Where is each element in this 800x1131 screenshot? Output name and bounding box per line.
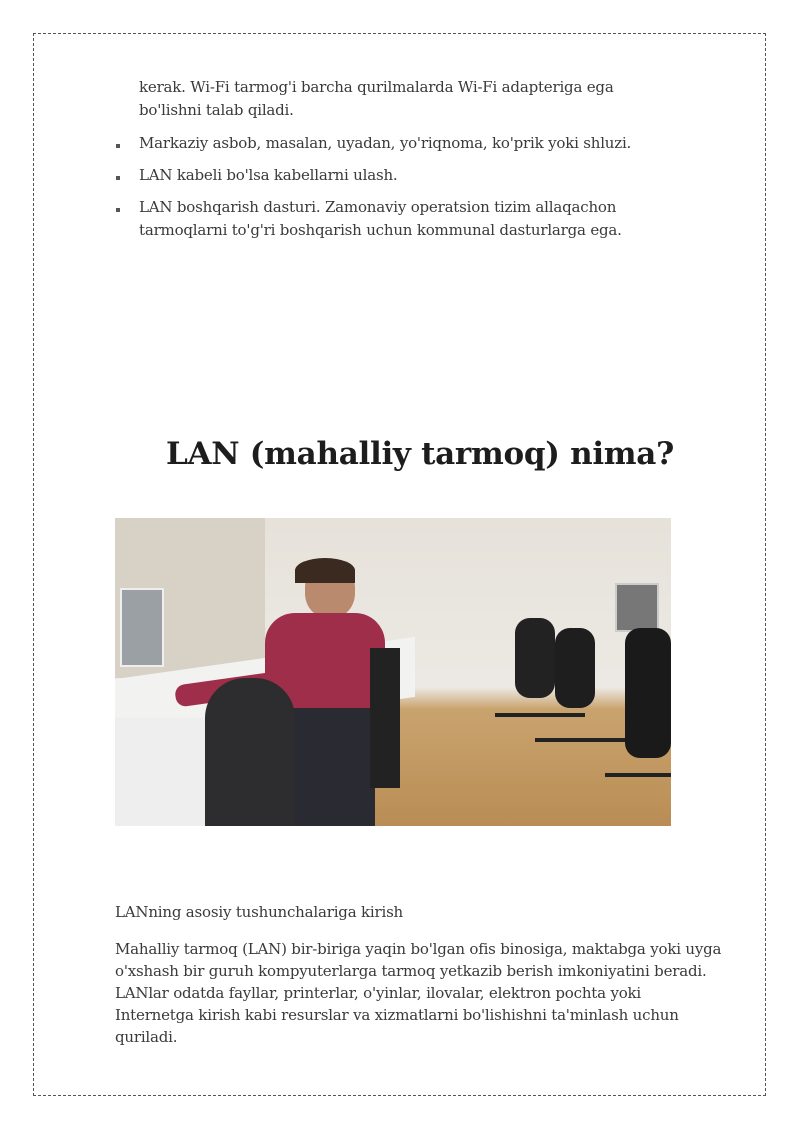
text-line: kerak. Wi-Fi tarmog'i barcha qurilmalarda Wi-Fi adapteriga ega xyxy=(139,78,614,96)
page-title: LAN (mahalliy tarmoq) nima? xyxy=(166,436,674,472)
subheading: LANning asosiy tushunchalariga kirish xyxy=(115,903,404,921)
office-photo xyxy=(115,518,671,826)
bullet-icon xyxy=(116,176,120,180)
paragraph-line: Internetga kirish kabi resurslar va xizmatlarni bo'lishishni ta'minlash uchun xyxy=(115,1006,679,1024)
paragraph-line: LANlar odatda fayllar, printerlar, o'yinlar, ilovalar, elektron pochta yoki xyxy=(115,984,642,1002)
text-line: bo'lishni talab qiladi. xyxy=(139,101,294,119)
paragraph-line: quriladi. xyxy=(115,1028,178,1046)
paragraph-line: o'xshash bir guruh kompyuterlarga tarmoq yetkazib berish imkoniyatini beradi. xyxy=(115,962,707,980)
list-item: Markaziy asbob, masalan, uyadan, yo'riqnoma, ko'prik yoki shluzi. xyxy=(139,134,632,152)
list-item: LAN kabeli bo'lsa kabellarni ulash. xyxy=(139,166,398,184)
paragraph-line: Mahalliy tarmoq (LAN) bir-biriga yaqin bo'lgan ofis binosiga, maktabga yoki uyga xyxy=(115,940,722,958)
bullet-icon xyxy=(116,144,120,148)
list-item: tarmoqlarni to'g'ri boshqarish uchun kommunal dasturlarga ega. xyxy=(139,221,622,239)
bullet-icon xyxy=(116,208,120,212)
list-item: LAN boshqarish dasturi. Zamonaviy operatsion tizim allaqachon xyxy=(139,198,617,216)
